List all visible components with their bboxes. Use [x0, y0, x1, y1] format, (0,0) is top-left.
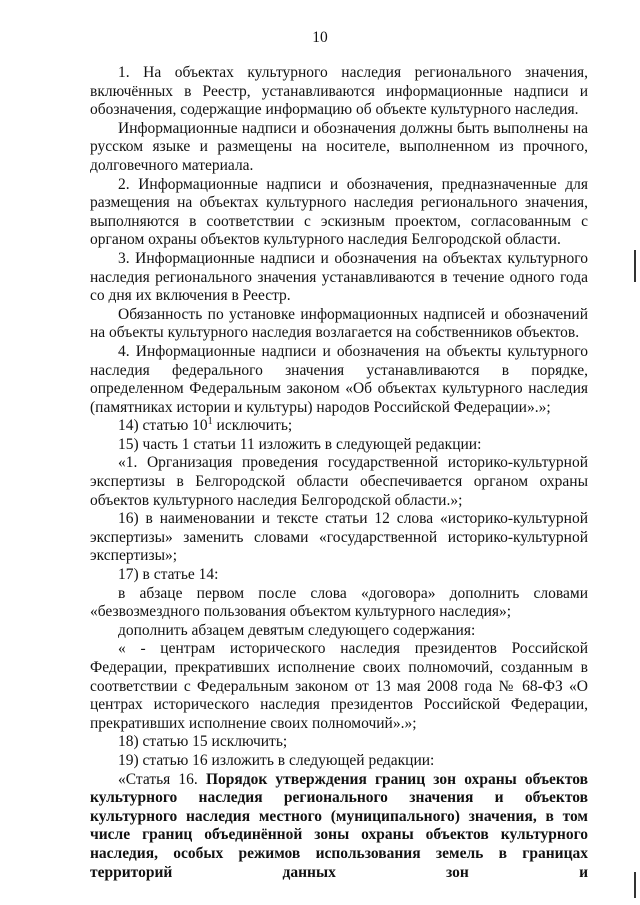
item14-text: 14) статью 10 [118, 417, 208, 435]
paragraph: Обязанность по установке информационных надписей и обозначений на объекты культурного наследия возлагается на собственников объектов. [90, 305, 588, 342]
paragraph-item-14 [90, 417, 588, 436]
paragraph: Информационные надписи и обозначения должны быть выполнены на русском языке и размещены на носителе, выполненном из прочного, долговечного материала. [90, 119, 588, 174]
paragraph: дополнить абзацем девятым следующего содержания: [118, 621, 476, 639]
item14-tail: исключить; [212, 417, 293, 435]
scan-artifact [634, 250, 636, 282]
article-16-heading [90, 771, 588, 883]
paragraph: « - центрам исторического наследия президентов Российской Федерации, прекративших исполнение своих полномочий, созданным в соответствии с Федеральным законом от 13 мая 2008 года № 68-ФЗ «О центрах исторического наследия президентов Российской Федерации, прекративших исполнение своих полномочий».»; [90, 640, 588, 732]
document-body [90, 64, 588, 882]
paragraph: 19) статью 16 изложить в следующей редакции: [118, 751, 435, 769]
article-16-title: Порядок утверждения границ зон охраны объектов культурного наследия регионального значения и объектов культурного наследия местного (муниципального) значения, в том числе границ объединённой зоны охраны объектов культурного наследия, особых режимов использования земель в границах территорий данных зон и [90, 770, 588, 881]
paragraph: 17) в статье 14: [118, 566, 219, 584]
page-number: 10 [312, 29, 328, 46]
paragraph: в абзаце первом после слова «договора» дополнить словами «безвозмездного пользования объектом культурного наследия»; [90, 584, 588, 621]
paragraph: 1. На объектах культурного наследия регионального значения, включённых в Реестр, устанавливаются информационные надписи и обозначения, содержащие информацию об объекте культурного наследия. [90, 64, 588, 119]
paragraph: «1. Организация проведения государственной историко-культурной экспертизы в Белгородской области обеспечивается органом охраны объектов культурного наследия Белгородской области.»; [90, 454, 588, 509]
superscript: 1 [207, 416, 213, 428]
scan-artifact [634, 872, 636, 898]
paragraph: 18) статью 15 исключить; [118, 733, 288, 751]
paragraph: 3. Информационные надписи и обозначения на объектах культурного наследия регионального значения устанавливаются в течение одного года со дня их включения в Реестр. [90, 249, 588, 305]
article-16-prefix: «Статья 16. [118, 770, 206, 788]
paragraph: 16) в наименовании и тексте статьи 12 слова «историко-культурной экспертизы» заменить словами «государственной историко-культурной экспертизы»; [90, 510, 588, 565]
paragraph: 4. Информационные надписи и обозначения на объекты культурного наследия федерального значения устанавливаются в порядке, определенном Федеральным законом «Об объектах культурного наследия (памятниках истории и культуры) народов Российской Федерации».»; [90, 342, 588, 416]
paragraph: 2. Информационные надписи и обозначения, предназначенные для размещения на объектах культурного наследия регионального значения, выполняются в соответствии с эскизным проектом, согласованным с органом охраны объектов культурного наследия Белгородской области. [90, 175, 588, 249]
paragraph: 15) часть 1 статьи 11 изложить в следующей редакции: [118, 435, 482, 453]
